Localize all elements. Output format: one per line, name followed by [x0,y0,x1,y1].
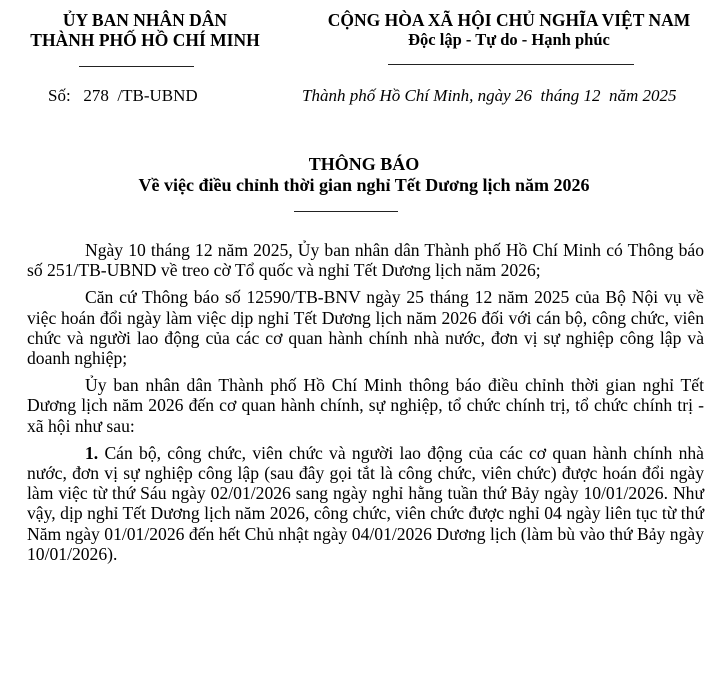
document-body [27,240,704,571]
issuing-authority [0,10,290,50]
document-subject: Về việc điều chỉnh thời gian nghỉ Tết Dương lịch năm 2026 [138,175,590,195]
item-number: 1. [85,442,99,463]
paragraph-text: Ngày 10 tháng 12 năm 2025, Ủy ban nhân dân Thành phố Hồ Chí Minh có Thông báo số 251/TB-UBND về treo cờ Tổ quốc và nghỉ Tết Dương lịch năm 2026; [27,240,704,281]
document-type: THÔNG BÁO [308,154,420,174]
national-heading [290,10,728,50]
paragraph-text: Ủy ban nhân dân Thành phố Hồ Chí Minh thông báo điều chỉnh thời gian nghỉ Tết Dương lịch năm 2026 đến cơ quan hành chính, sự nghiệp, tổ chức chính trị, tổ chức chính trị - xã hội như sau: [27,375,704,436]
authority-line-1: ỦY BAN NHÂN DÂN [62,10,228,30]
motto-underline [388,64,634,65]
paragraph-text: Cán bộ, công chức, viên chức và người lao động của các cơ quan hành chính nhà nước, đơn vị sự nghiệp công lập (sau đây gọi tắt là công chức, viên chức) được hoán đổi ngày làm việc từ thứ Sáu ngày 02/01/2026 sang ngày nghỉ hằng tuần thứ Bảy ngày 10/01/2026. Như vậy, dịp nghỉ Tết Dương lịch năm 2026, công chức, viên chức được nghỉ 04 ngày liên tục từ thứ Năm ngày 01/01/2026 đến hết Chủ nhật ngày 04/01/2026 Dương lịch (làm bù vào thứ Bảy ngày 10/01/2026). [27,442,704,564]
place-date: Thành phố Hồ Chí Minh, ngày 26 tháng 12 năm 2025 [302,86,677,105]
title-underline [294,211,398,212]
authority-underline [79,66,194,67]
paragraph [27,287,704,368]
national-title: CỘNG HÒA XÃ HỘI CHỦ NGHĨA VIỆT NAM [327,10,691,30]
paragraph-text: Căn cứ Thông báo số 12590/TB-BNV ngày 25 tháng 12 năm 2025 của Bộ Nội vụ về việc hoán đổi ngày làm việc dịp nghỉ Tết Dương lịch năm 2026 đối với cán bộ, công chức, viên chức và người lao động của các cơ quan hành chính nhà nước, đơn vị sự nghiệp công lập và doanh nghiệp; [27,287,704,369]
paragraph-item-1 [27,443,704,564]
national-motto: Độc lập - Tự do - Hạnh phúc [408,30,610,49]
paragraph [27,240,704,280]
paragraph [27,375,704,436]
document-title-block [0,154,728,196]
authority-line-2: THÀNH PHỐ HỒ CHÍ MINH [30,30,260,50]
document-number: Số: 278 /TB-UBND [48,86,198,105]
